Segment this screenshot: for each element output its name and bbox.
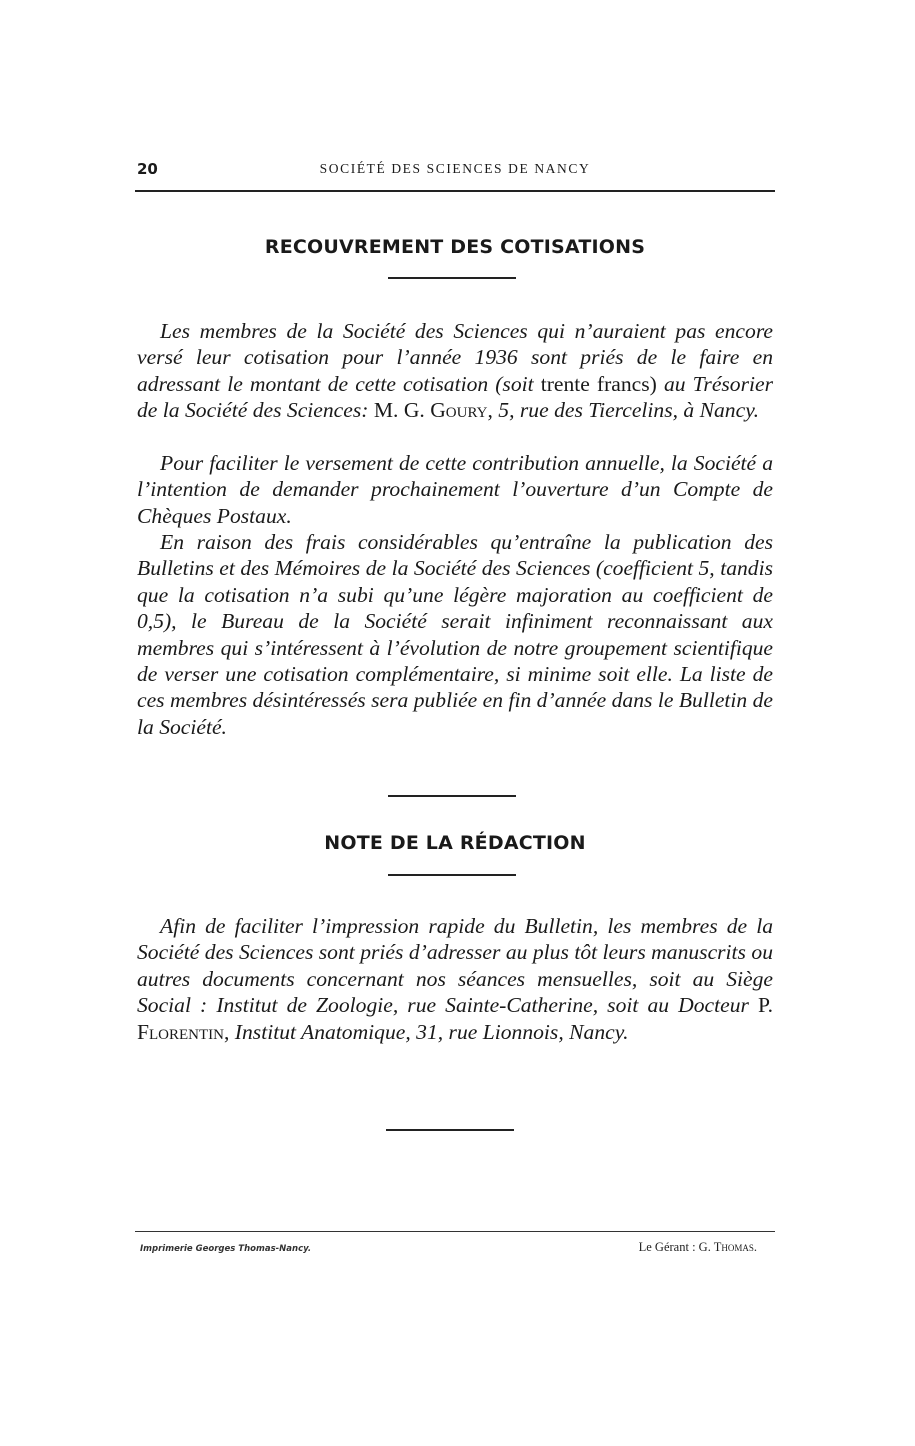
paragraph-manuscripts: Afin de faciliter l’impression rapide du Bulletin, les membres de la Société des Sciences sont priés d’adresser au plus tôt leurs manuscrits ou autres documents concernant nos séances mensuelles, soit au Siège Social : Institut de Zoologie, rue Sainte-Catherine, soit au Docteur P. Florentin, Institut Anatomique, 31, rue Lionnois, Nancy. [137, 914, 773, 1044]
paragraph-supplementary-contribution: En raison des frais considérables qu’entraîne la publication des Bulletins et des Mémoires de la Société des Sciences (coefficient 5, tandis que la cotisation n’a subi qu’une légère majoration au coefficient de 0,5), le Bureau de la Société serait infiniment reconnaissant aux membres qui s’intéressent à l’évolution de notre groupement scientifique de verser une cotisation complémentaire, si minime soit elle. La liste de ces membres désintéressés sera publiée en fin d’année dans le Bulletin de la Société. [137, 530, 773, 739]
page-number: 20 [137, 160, 158, 178]
printer-credit: Imprimerie Georges Thomas-Nancy. [140, 1244, 312, 1254]
section-title-redaction: NOTE DE LA RÉDACTION [324, 832, 586, 854]
paragraph-postal-account: Pour faciliter le versement de cette contribution annuelle, la Société a l’intention de demander prochainement l’ouverture d’un Compte de Chèques Postaux. [137, 451, 773, 528]
manager-credit: Le Gérant : G. Thomas. [638, 1240, 757, 1254]
end-rule [386, 1129, 514, 1131]
header-rule [135, 190, 775, 192]
footer-rule [135, 1231, 775, 1232]
title-underline-rule [388, 277, 516, 279]
section-divider-rule [388, 795, 516, 797]
running-title: SOCIÉTÉ DES SCIENCES DE NANCY [319, 161, 591, 176]
section-title-cotisations: RECOUVREMENT DES COTISATIONS [264, 236, 646, 258]
page-header [137, 160, 773, 182]
title-underline-rule [388, 874, 516, 876]
paragraph-cotisation-request: Les membres de la Société des Sciences qui n’auraient pas encore versé leur cotisation pour l’année 1936 sont priés de le faire en adressant le montant de cette cotisation (soit trente francs) au Trésorier de la Société des Sciences: M. G. Goury, 5, rue des Tiercelins, à Nancy. [137, 319, 773, 423]
